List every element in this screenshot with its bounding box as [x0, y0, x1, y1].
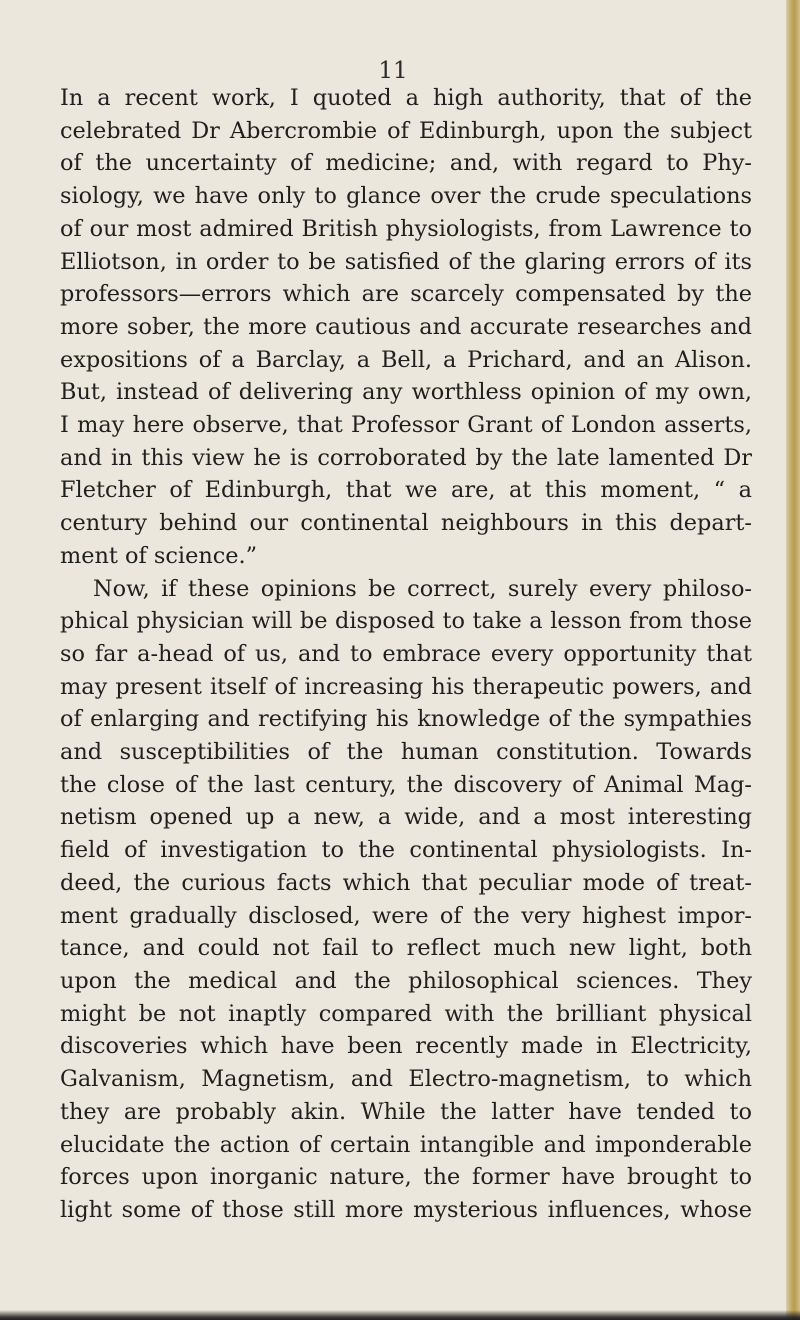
text-line: forces upon inorganic nature, the former have brought to	[60, 1164, 752, 1191]
text-line: Now, if these opinions be correct, surely every philoso-	[93, 575, 752, 602]
text-line: ment of science.”	[60, 542, 258, 569]
text-line: and in this view he is corroborated by the late lamented Dr	[60, 444, 752, 471]
body-text	[60, 82, 752, 1227]
text-line: deed, the curious facts which that peculiar mode of treat-	[60, 869, 752, 896]
text-line: Elliotson, in order to be satisfied of the glaring errors of its	[60, 248, 752, 275]
binding-edge	[786, 0, 800, 1320]
text-line: ment gradually disclosed, were of the very highest impor-	[60, 902, 752, 929]
text-line: of enlarging and rectifying his knowledge of the sympathies	[60, 706, 752, 733]
text-line: professors—errors which are scarcely compensated by the	[60, 281, 752, 308]
text-line: I may here observe, that Professor Grant of London asserts,	[60, 412, 752, 439]
text-line: upon the medical and the philosophical sciences. They	[60, 967, 752, 994]
text-line: But, instead of delivering any worthless opinion of my own,	[60, 379, 752, 406]
text-line: of the uncertainty of medicine; and, with regard to Phy-	[60, 150, 752, 177]
text-line: century behind our continental neighbours in this depart-	[60, 510, 752, 537]
text-line: may present itself of increasing his therapeutic powers, and	[60, 673, 752, 700]
text-line: phical physician will be disposed to take a lesson from those	[60, 608, 752, 635]
text-line: more sober, the more cautious and accurate researches and	[60, 313, 752, 340]
page-number: 11	[378, 58, 408, 84]
text-line: the close of the last century, the discovery of Animal Mag-	[60, 771, 752, 798]
text-line: siology, we have only to glance over the crude speculations	[60, 183, 752, 210]
text-line: and susceptibilities of the human constitution. Towards	[60, 739, 752, 766]
text-line: netism opened up a new, a wide, and a most interesting	[60, 804, 752, 831]
text-line: Fletcher of Edinburgh, that we are, at this moment, “ a	[60, 477, 752, 504]
text-line: tance, and could not fail to reflect much new light, both	[60, 935, 752, 962]
text-line: In a recent work, I quoted a high authority, that of the	[60, 85, 752, 111]
text-line: elucidate the action of certain intangible and imponderable	[60, 1131, 752, 1158]
text-line: light some of those still more mysterious influences, whose	[60, 1196, 752, 1223]
text-line: they are probably akin. While the latter have tended to	[60, 1098, 752, 1125]
text-line: expositions of a Barclay, a Bell, a Prichard, and an Alison.	[60, 346, 752, 373]
text-line: celebrated Dr Abercrombie of Edinburgh, upon the subject	[60, 117, 752, 144]
text-line: of our most admired British physiologists, from Lawrence to	[60, 215, 752, 242]
text-line: field of investigation to the continental physiologists. In-	[60, 837, 752, 864]
text-line: discoveries which have been recently made in Electricity,	[60, 1033, 752, 1060]
text-line: might be not inaptly compared with the brilliant physical	[60, 1000, 752, 1027]
bottom-shadow	[0, 1310, 800, 1320]
text-line: Galvanism, Magnetism, and Electro-magnetism, to which	[60, 1066, 752, 1093]
text-line: so far a-head of us, and to embrace every opportunity that	[60, 640, 752, 667]
